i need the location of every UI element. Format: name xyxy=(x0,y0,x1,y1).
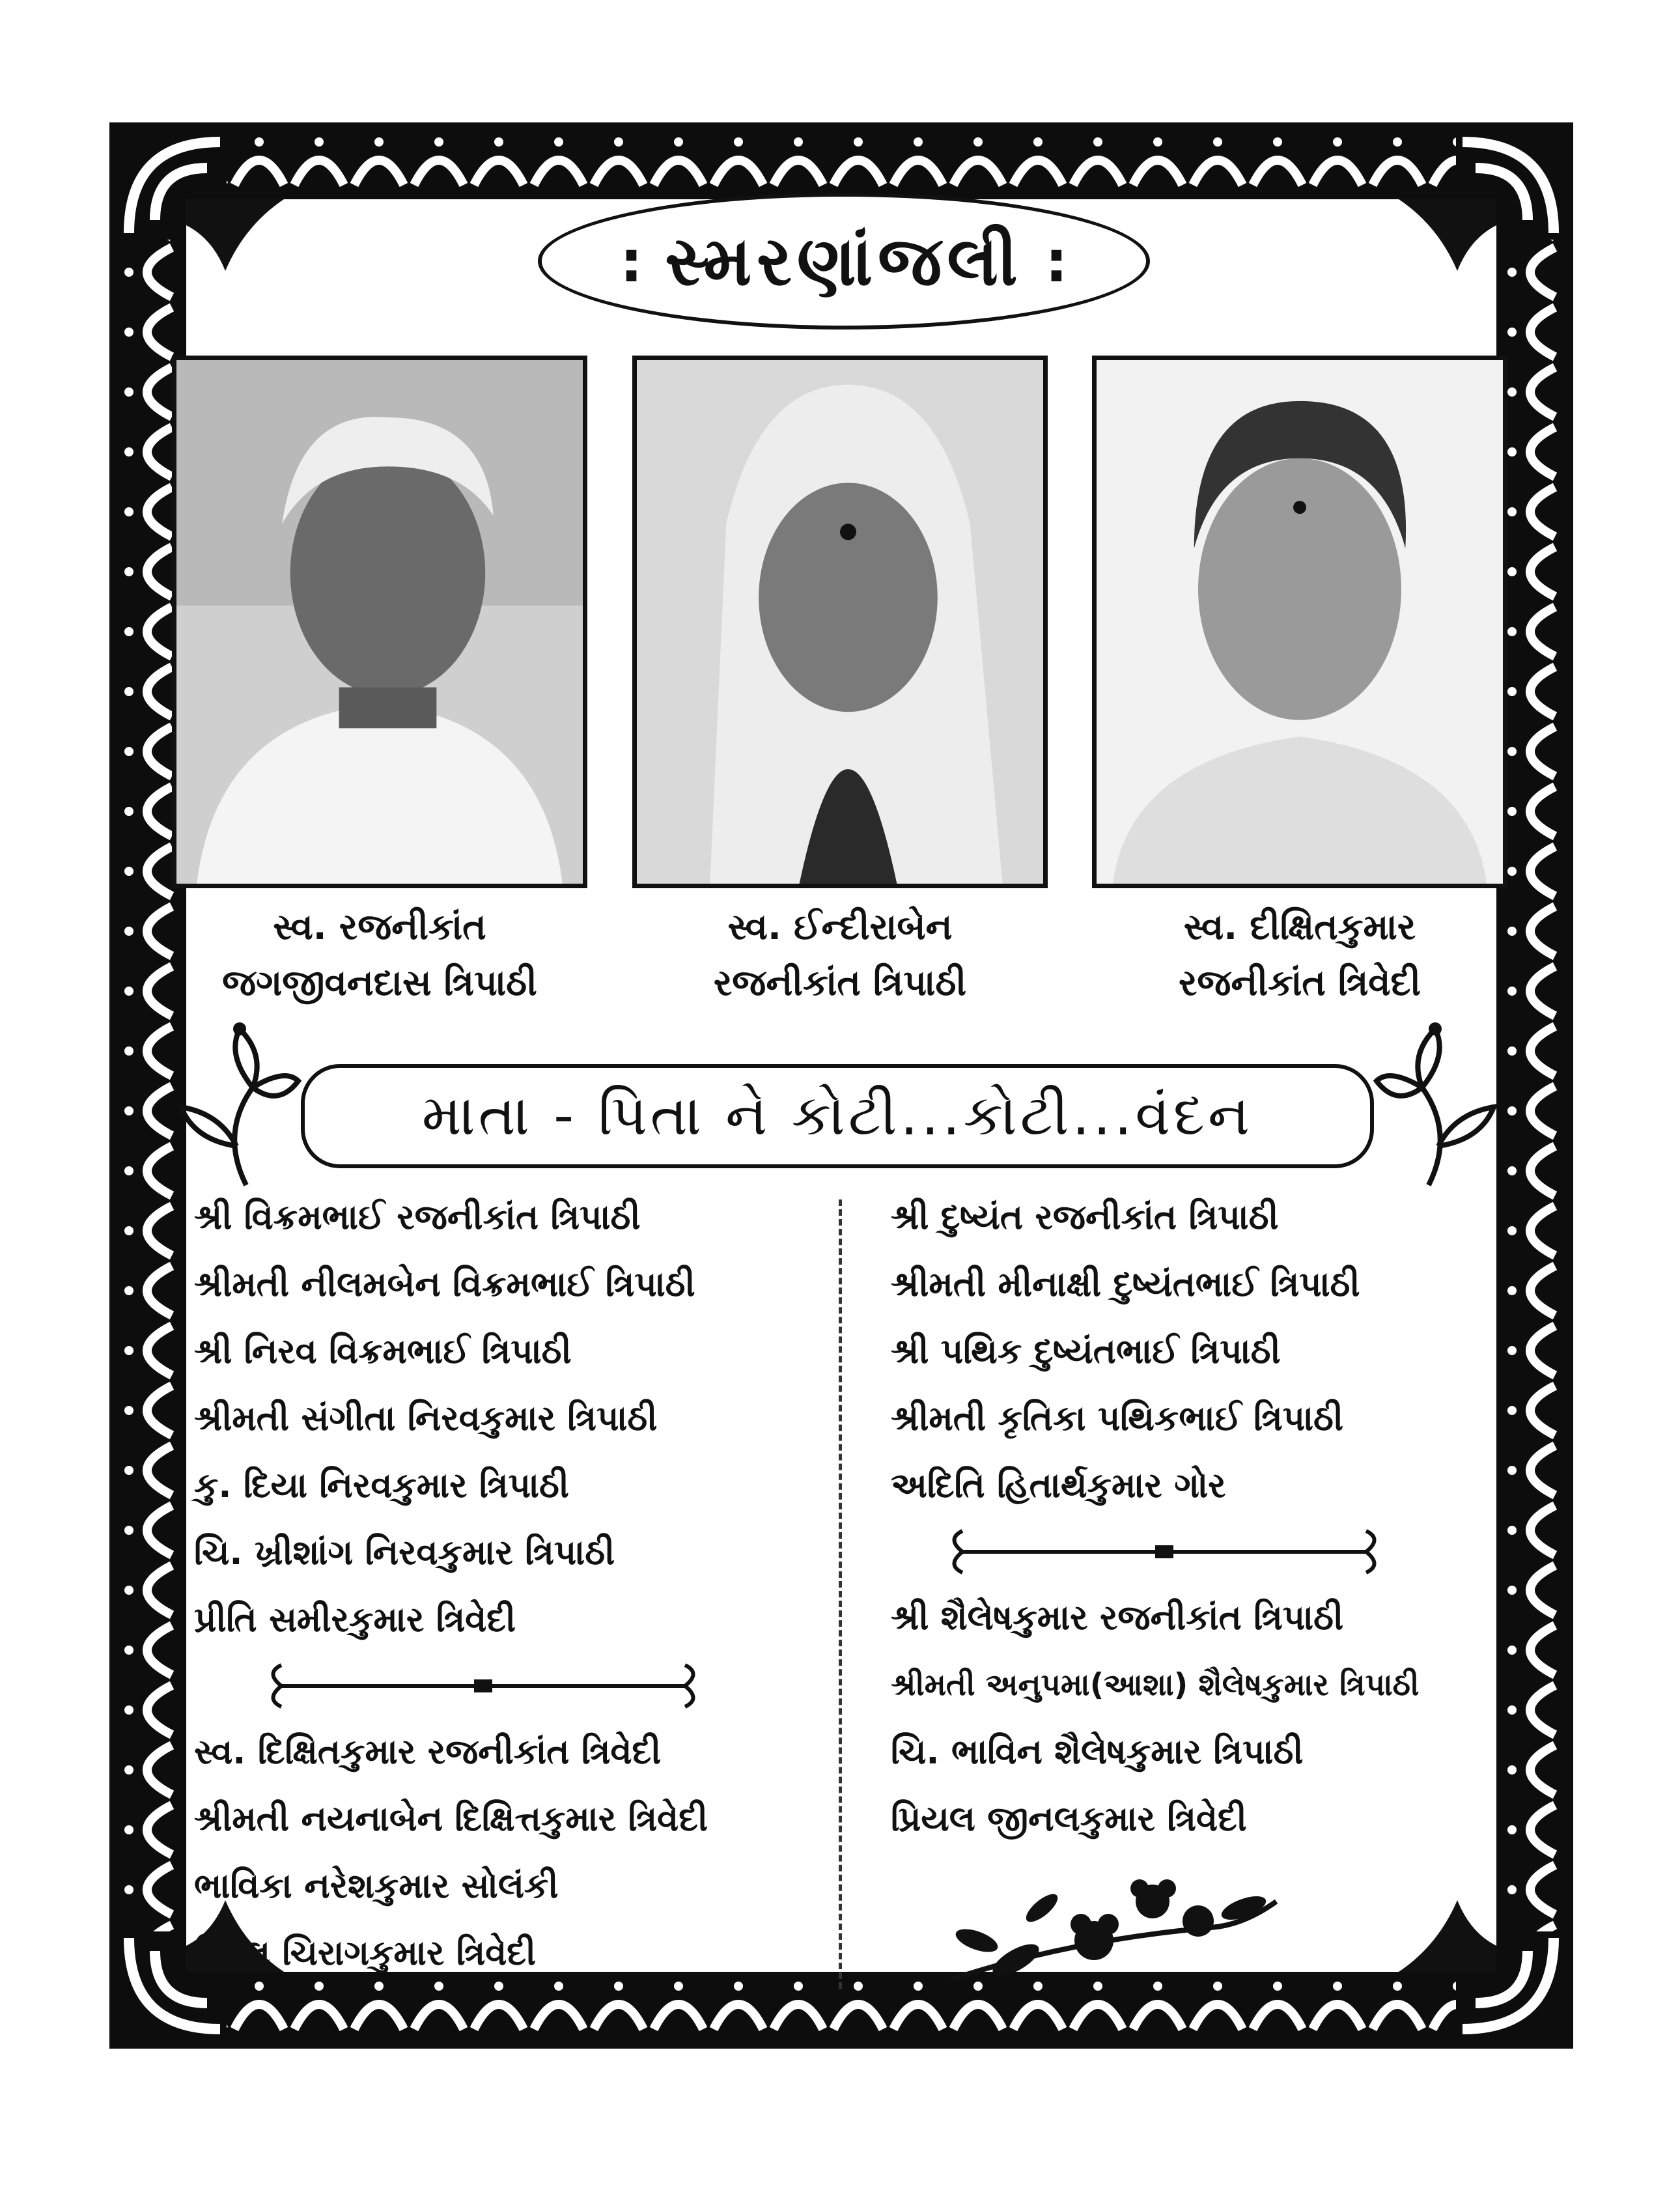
divider-flourish-icon xyxy=(943,1519,1386,1584)
list-item: શ્રી નિરવ વિક્રમભાઈ ત્રિપાઠી xyxy=(194,1332,572,1371)
family-list-left xyxy=(194,1184,708,1987)
portrait-caption-1 xyxy=(132,899,627,1011)
flower-ornament-right-icon xyxy=(1370,1016,1500,1192)
column-divider xyxy=(839,1199,842,1989)
list-item: પ્રીતિ સમીરકુમાર ત્રિવેદી xyxy=(194,1600,516,1640)
section-divider-left xyxy=(194,1653,708,1718)
title-colon-left: : xyxy=(620,227,643,295)
list-item: હિરલ ચિરાગકુમાર ત્રિવેદી xyxy=(194,1933,537,1973)
portrait-caption-2 xyxy=(593,899,1087,1011)
section-divider-right xyxy=(891,1519,1419,1584)
floral-spray-icon xyxy=(938,1862,1289,1993)
caption-2-line-2: રજનીકાંત ત્રિપાઠી xyxy=(713,962,967,1003)
list-item: ચિ. ખ્રીશાંગ નિરવકુમાર ત્રિપાઠી xyxy=(194,1533,615,1573)
list-item: શ્રીમતી સંગીતા નિરવકુમાર ત્રિપાઠી xyxy=(194,1399,658,1438)
family-list-right xyxy=(891,1184,1419,1853)
caption-3-line-2: રજનીકાંત ત્રિવેદી xyxy=(1178,962,1421,1003)
list-item: સ્વ. દિક્ષિતકુમાર રજનીકાંત ત્રિવેદી xyxy=(194,1732,662,1772)
list-item: શ્રીમતી નીલમબેન વિક્રમભાઈ ત્રિપાઠી xyxy=(194,1265,695,1304)
list-item: શ્રીમતી મીનાક્ષી દુષ્યંતભાઈ ત્રિપાઠી xyxy=(891,1265,1360,1304)
list-item: શ્રી શૈલેષકુમાર રજનીકાંત ત્રિપાઠી xyxy=(891,1598,1344,1638)
portrait-caption-3 xyxy=(1052,899,1547,1011)
list-item: શ્રીમતી અનુપમા(આશા) શૈલેષકુમાર ત્રિપાઠી xyxy=(891,1667,1420,1703)
flower-ornament-left-icon xyxy=(175,1016,305,1192)
tribute-banner-text: માતા - પિતા ને કોટી...કોટી...વંદન xyxy=(421,1083,1253,1148)
list-item: ચિ. ભાવિન શૈલેષકુમાર ત્રિપાઠી xyxy=(891,1732,1304,1772)
list-item: અદિતિ હિતાર્થકુમાર ગોર xyxy=(891,1466,1226,1506)
list-item: શ્રી પથિક દુષ્યંતભાઈ ત્રિપાઠી xyxy=(891,1332,1281,1371)
caption-2-line-1: સ્વ. ઈન્દીરાબેન xyxy=(727,906,953,947)
caption-3-line-1: સ્વ. દીક્ષિતકુમાર xyxy=(1183,906,1416,947)
caption-1-line-1: સ્વ. રજનીકાંત xyxy=(273,906,486,947)
list-item: કુ. દિયા નિરવકુમાર ત્રિપાઠી xyxy=(194,1466,569,1506)
portrait-photo-2 xyxy=(632,356,1048,888)
portrait-photo-3 xyxy=(1092,356,1507,888)
list-item: શ્રીમતી કૃતિકા પથિકભાઈ ત્રિપાઠી xyxy=(891,1399,1344,1438)
list-item: શ્રી દુષ્યંત રજનીકાંત ત્રિપાઠી xyxy=(891,1198,1279,1237)
tribute-banner xyxy=(301,1064,1374,1168)
list-item: ભાવિકા નરેશકુમાર સોલંકી xyxy=(194,1866,559,1906)
title-colon-right: : xyxy=(1044,227,1068,295)
caption-1-line-2: જગજીવનદાસ ત્રિપાઠી xyxy=(222,962,537,1003)
title-oval xyxy=(538,193,1150,330)
list-item: શ્રીમતી નયનાબેન દિક્ષિત્તકુમાર ત્રિવેદી xyxy=(194,1799,708,1839)
list-item: શ્રી વિક્રમભાઈ રજનીકાંત ત્રિપાઠી xyxy=(194,1198,641,1237)
page-title: સ્મરણાંજલી xyxy=(665,221,1023,301)
portrait-photo-1 xyxy=(172,356,587,888)
divider-flourish-icon xyxy=(262,1653,705,1718)
list-item: પ્રિયલ જીનલકુમાર ત્રિવેદી xyxy=(891,1799,1247,1839)
